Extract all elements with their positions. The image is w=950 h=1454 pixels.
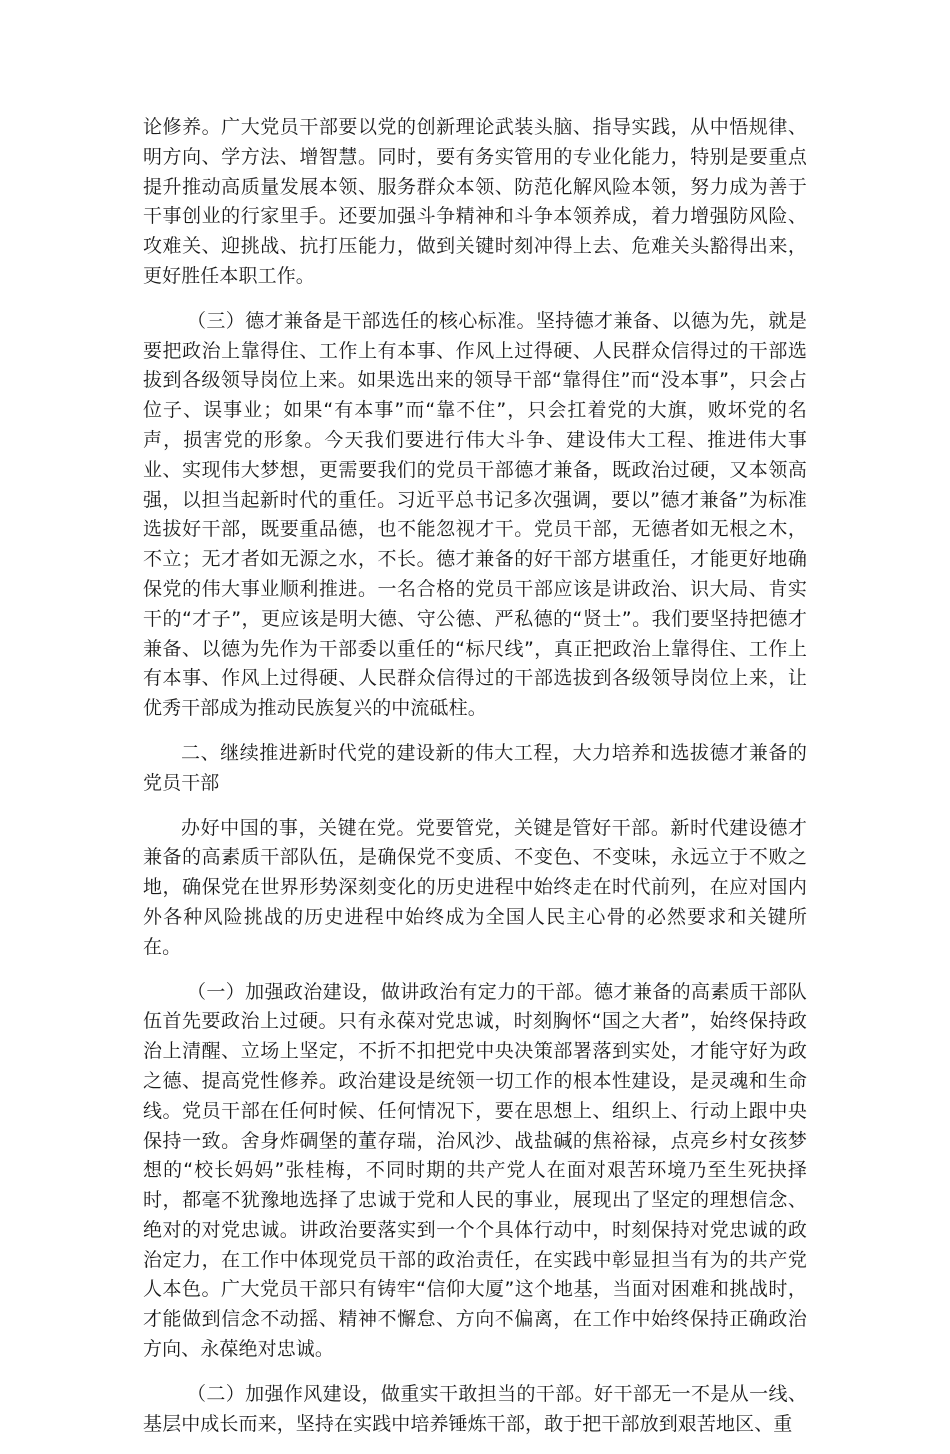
paragraph-subsection-one: （一）加强政治建设，做讲政治有定力的干部。德才兼备的高素质干部队伍首先要政治上过硬。只有永葆对党忠诚，时刻胸怀“国之大者”，始终保持政治上清醒、立场上坚定，不折不扣把党中央决策部署落到实处，才能守好为政之德、提高党性修养。政治建设是统领一切工作的根本性建设，是灵魂和生命线。党员干部在任何时候、任何情况下，要在思想上、组织上、行动上跟中央保持一致。舍身炸碉堡的董存瑞，治风沙、战盐碱的焦裕禄，点亮乡村女孩梦想的“校长妈妈”张桂梅，不同时期的共产党人在面对艰苦环境乃至生死抉择时，都毫不犹豫地选择了忠诚于党和人民的事业，展现出了坚定的理想信念、绝对的对党忠诚。讲政治要落实到一个个具体行动中，时刻保持对党忠诚的政治定力，在工作中体现党员干部的政治责任，在实践中彰显担当有为的共产党人本色。广大党员干部只有铸牢“信仰大厦”这个地基，当面对困难和挑战时，才能做到信念不动摇、精神不懈怠、方向不偏离，在工作中始终保持正确政治方向、永葆绝对忠诚。 xyxy=(143,980,807,1361)
document-body xyxy=(143,113,807,1454)
paragraph-section-three: （三）德才兼备是干部选任的核心标准。坚持德才兼备、以德为先，就是要把政治上靠得住、工作上有本事、作风上过得硬、人民群众信得过的干部选拔到各级领导岗位上来。如果选出来的领导干部“靠得住”而“没本事”，只会占位子、误事业；如果“有本事”而“靠不住”，只会扛着党的大旗，败坏党的名声，损害党的形象。今天我们要进行伟大斗争、建设伟大工程、推进伟大事业、实现伟大梦想，更需要我们的党员干部德才兼备，既政治过硬，又本领高强，以担当起新时代的重任。习近平总书记多次强调，要以”德才兼备”为标准选拔好干部，既要重品德，也不能忽视才干。党员干部，无德者如无根之木，不立；无才者如无源之水，不长。德才兼备的好干部方堪重任，才能更好地确保党的伟大事业顺利推进。一名合格的党员干部应该是讲政治、识大局、肯实干的“才子”，更应该是明大德、守公德、严私德的“贤士”。我们要坚持把德才兼备、以德为先作为干部委以重任的“标尺线”，真正把政治上靠得住、工作上有本事、作风上过得硬、人民群众信得过的干部选拔到各级领导岗位上来，让优秀干部成为推动民族复兴的中流砥柱。 xyxy=(143,309,807,720)
paragraph-intro: 办好中国的事，关键在党。党要管党，关键是管好干部。新时代建设德才兼备的高素质干部队伍，是确保党不变质、不变色、不变味，永远立于不败之地，确保党在世界形势深刻变化的历史进程中始终走在时代前列，在应对国内外各种风险挑战的历史进程中始终成为全国人民主心骨的必然要求和关键所在。 xyxy=(143,816,807,958)
paragraph-subsection-two: （二）加强作风建设，做重实干敢担当的干部。好干部无一不是从一线、基层中成长而来，坚持在实践中培养锤炼干部，敢于把干部放到艰苦地区、重 xyxy=(143,1382,807,1435)
paragraph-continuation: 论修养。广大党员干部要以党的创新理论武装头脑、指导实践，从中悟规律、明方向、学方法、增智慧。同时，要有务实管用的专业化能力，特别是要重点提升推动高质量发展本领、服务群众本领、防范化解风险本领，努力成为善于干事创业的行家里手。还要加强斗争精神和斗争本领养成，着力增强防风险、攻难关、迎挑战、抗打压能力，做到关键时刻冲得上去、危难关头豁得出来，更好胜任本职工作。 xyxy=(143,116,807,287)
section-heading-two: 二、继续推进新时代党的建设新的伟大工程，大力培养和选拔德才兼备的党员干部 xyxy=(143,741,807,794)
